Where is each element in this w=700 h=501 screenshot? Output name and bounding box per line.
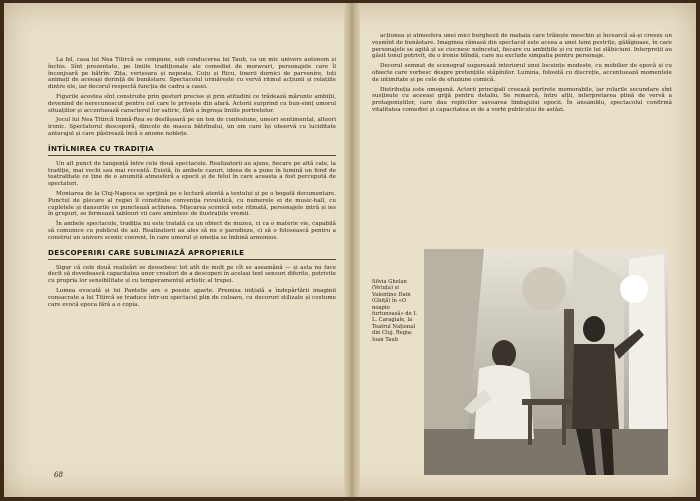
scene-photo-illustration	[424, 249, 668, 475]
intro-paragraph: La fel, casa lui Nea Titircă se compune, sub conducerea lui Taub, ca un mic univers autonom și închis. Sînt prezentate, pe liniile tradiționale ale comediei de moravuri, personajele care îl înconjoară pe bătrîn: Zița, verișoara și nepoata, Cuțu și Ricu, tinerii dornici de parvenire, toți animați de aceeași dorință de bunăstare. Spectacolul urmărește cu vervă ritmul acțiunii și relațiile dintre ele, iar decorul respectă funcția de cadru a casei.	[48, 57, 336, 91]
book-gutter	[344, 3, 360, 497]
photo-block	[372, 249, 668, 475]
left-paragraph: Jocul lui Nea Titircă Inimă-Rea se desfășoară pe un ton de confesiune, uneori sentimental, alteori ironic. Spectatorul descoperă, dincolo de masca bătrînului, un om care își observă cu luciditate anturajul și care păstrează încă o anume noblețe.	[48, 117, 336, 137]
left-column	[48, 57, 336, 311]
photo-caption: Silvia Ghelan (Vetuța) și Valentino Dain (Ghiță) în «O noapte furtunoasă» de I. L. Caragiale, la Teatrul Național din Cluj. Regia: Ioan Taub	[372, 279, 418, 343]
right-paragraph: Distribuția este omogenă. Actorii principali creează portrete memorabile, iar rolurile secundare sînt susținute cu aceeași grijă pentru detaliu. Se remarcă, între alții, interpretarea plină de vervă a protagoniștilor, care dau replicilor savoarea limbajului epocii. În ansamblu, spectacolul confirmă vitalitatea comediei și capacitatea ei de a vorbi publicului de astăzi.	[372, 86, 672, 113]
book-spread	[4, 3, 696, 497]
scene-photograph	[424, 249, 668, 475]
left-page	[14, 9, 342, 491]
section-heading-tradition: ÎNTÎLNIREA CU TRADIȚIA	[48, 144, 336, 156]
section-1-paragraph: Montarea de la Cluj-Napoca se sprijină pe o lectură atentă a textului și pe o bogată documentare. Punctul de plecare al regiei îl constituie convenția revuistică, cu numerele ei de music-hall, cu cupletele și dansurile ce punctează acțiunea. Mișcarea scenică este ritmată, personajele intră și ies în grupuri, se formează tablouri vii care amintesc de ilustrațiile vremii.	[48, 190, 336, 218]
page-number: 68	[54, 471, 63, 479]
right-paragraph: acțiunea și atmosfera unei mici burghezii de mahala care trăiește meschin și încearcă să-și creeze un veșmînt de bunăstare. Imaginea rămasă din spectacol este aceea a unei lumi pestrițe, gălăgioase, în care personajele se agită și se ciocnesc neîncetat, fiecare cu ambițiile și cu micile lui slăbiciuni. Interpreții au găsit tonul potrivit, de o ironie blîndă, care nu exclude simpatia pentru personaje.	[372, 33, 672, 60]
left-paragraph: Figurile acestea sînt construite prin gesturi precise și prin atitudini ce trădează mărunte ambiții, devenind de nerecunoscut pentru cel care le privește din afară. Actorii surprind cu bun-simț umorul situațiilor și accentuează caracterul lor satiric, fără a îngroșa liniile portretelor.	[48, 93, 336, 114]
section-2-paragraph: Sigur că cele două realizări se deosebesc tot atît de mult pe cît se aseamănă — și asta nu face decît să dovedească capacitatea unor creatori de a descoperi în același text sensuri diferite, potrivite cu propria lor sensibilitate și cu temperamentul artistic al trupei.	[48, 264, 336, 285]
right-paragraph: Decorul semnat de scenograf sugerează interiorul unei locuințe modeste, cu mobilier de epocă și cu obiecte care vorbesc despre pretențiile stăpînilor. Lumina, folosită cu discreție, accentuează momentele de intimitate și pe cele de efuziune comică.	[372, 63, 672, 83]
section-2-paragraph: Lumea evocată și lui Pantelie are o poezie aparte. Premisa inițială a îndepărtării imaginii consacrate a lui Titircă se traduce într-un spectacol plin de culoare, cu decoruri stilizate și costume care evocă epoca fără a o copia.	[48, 287, 336, 308]
section-1-paragraph: Un alt punct de tangență între cele două spectacole. Realizatorii au ajuns, fiecare pe altă cale, la tradiție, mai vechi sau mai recentă. Există, în ambele cazuri, ideea de a pune în lumină un fond de teatralitate ce ține de o anumită atmosferă a epocii și de felul în care aceasta a fost percepută de spectatori.	[48, 160, 336, 188]
right-page	[364, 9, 690, 491]
section-1-paragraph: În ambele spectacole, tradiția nu este tratată ca un obiect de muzeu, ci ca o materie vie, capabilă să comunice cu publicul de azi. Realizatorii au ales să nu o parodieze, ci să o folosească pentru a construi un univers scenic coerent, în care umorul și emoția se îmbină armonios.	[48, 221, 336, 241]
section-heading-discoveries: DESCOPERIRI CARE SUBLINIAZĂ APROPIERILE	[48, 248, 336, 260]
right-column	[372, 33, 672, 117]
